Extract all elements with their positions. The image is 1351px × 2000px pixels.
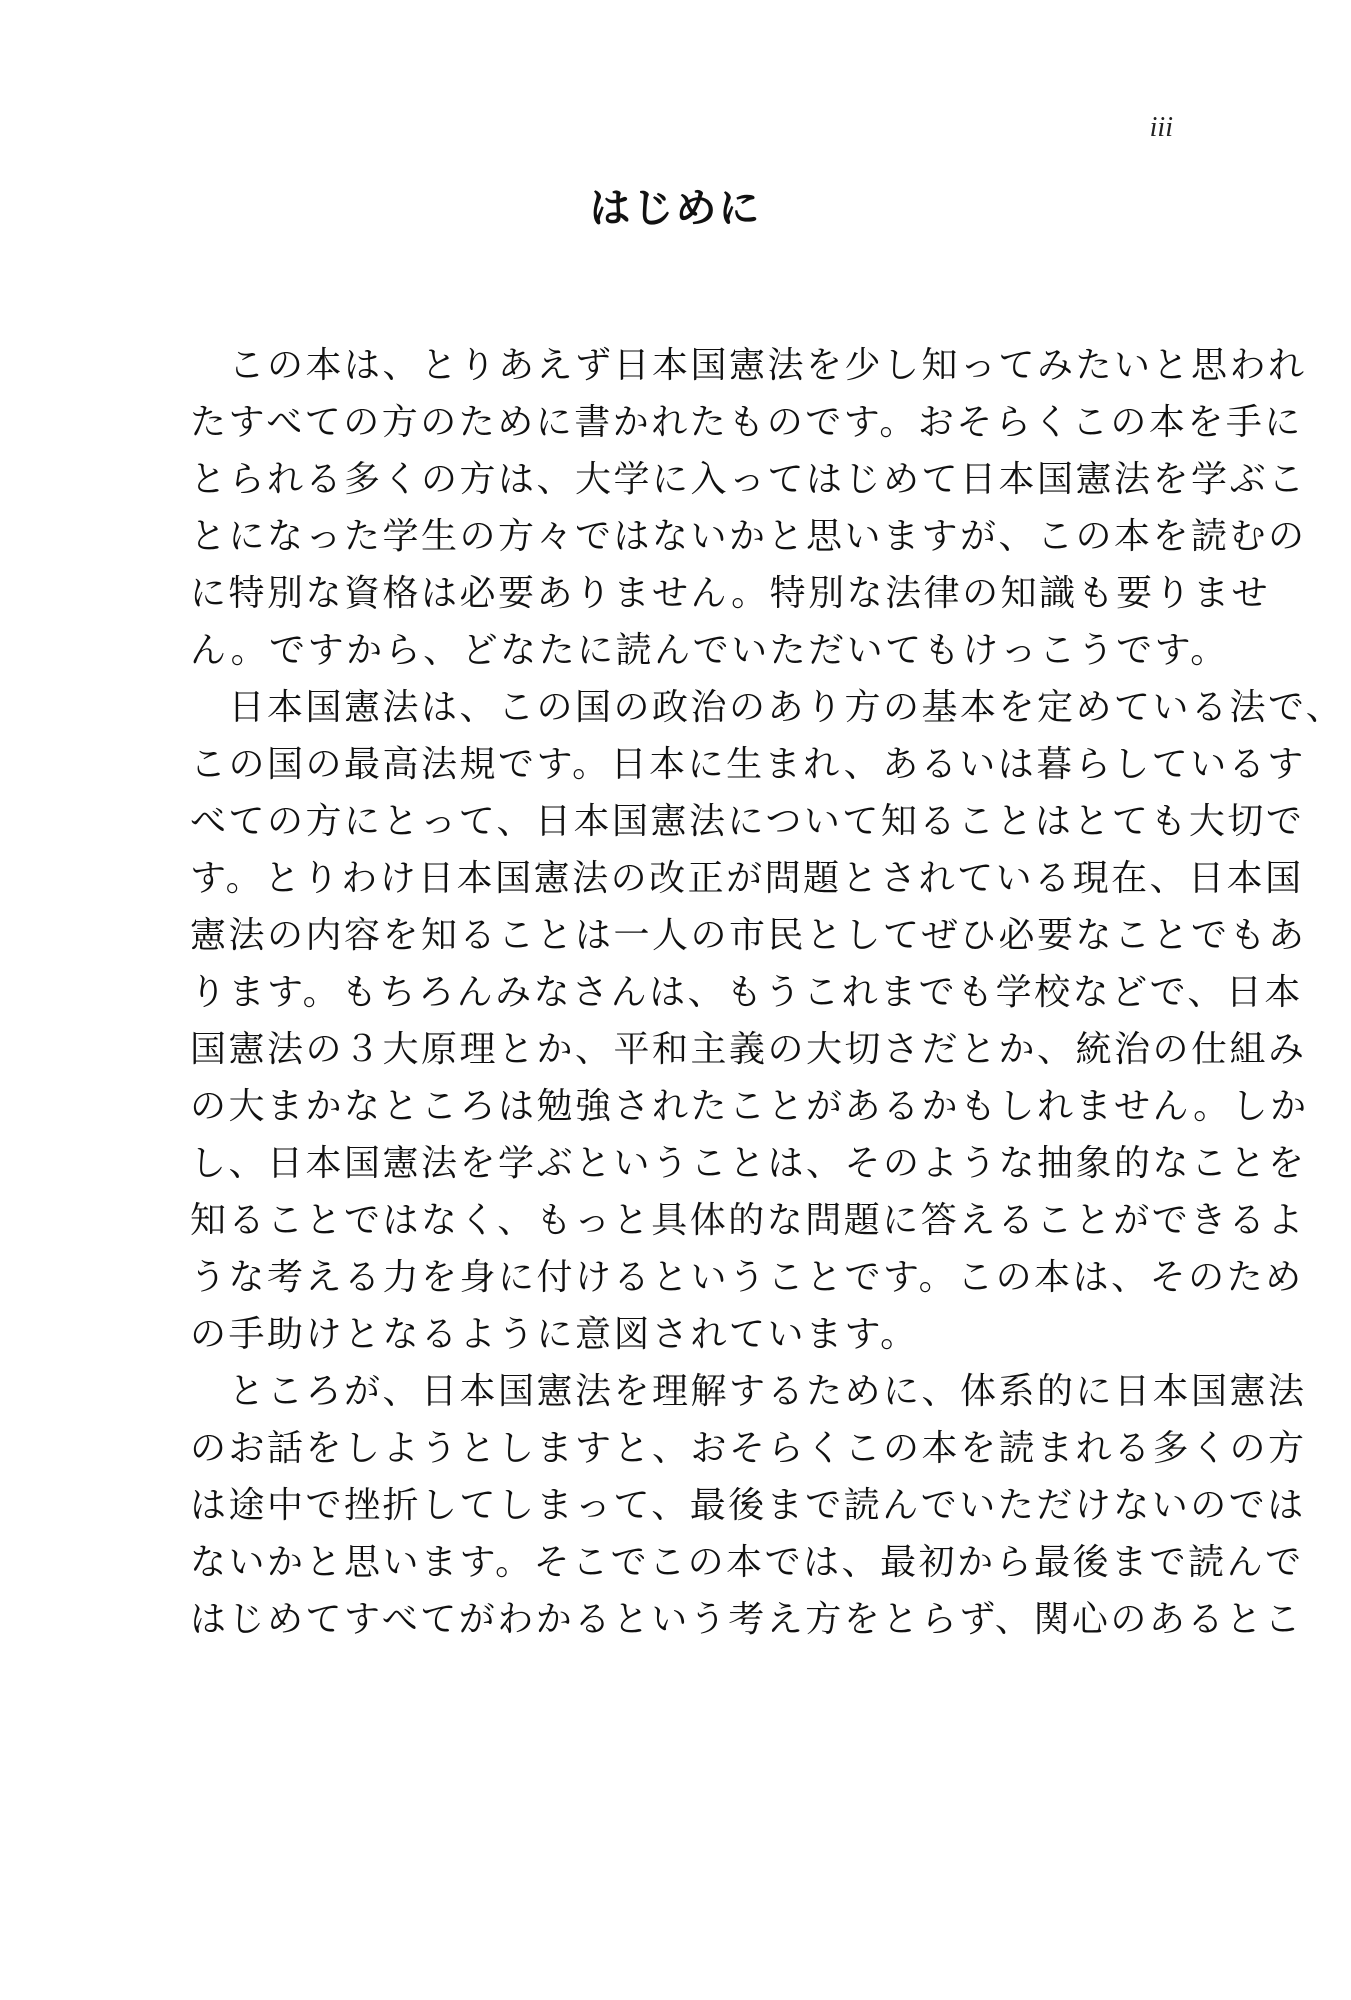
body-text	[190, 337, 1345, 1648]
text-line: ります。もちろんみなさんは、もうこれまでも学校などで、日本	[190, 972, 1303, 1013]
text-line: 憲法の内容を知ることは一人の市民としてぜひ必要なことでもあ	[190, 915, 1307, 956]
text-line: とになった学生の方々ではないかと思いますが、この本を読むの	[190, 516, 1307, 557]
text-line: 知ることではなく、もっと具体的な問題に答えることができるよ	[190, 1200, 1306, 1241]
text-line: ところが、日本国憲法を理解するために、体系的に日本国憲法	[190, 1371, 1307, 1412]
text-line: ないかと思います。そこでこの本では、最初から最後まで読んで	[190, 1542, 1304, 1583]
text-line: ん。ですから、どなたに読んでいただいてもけっこうです。	[190, 630, 1229, 671]
text-line: し、日本国憲法を学ぶということは、そのような抽象的なことを	[190, 1143, 1307, 1184]
text-line: の大まかなところは勉強されたことがあるかもしれません。しか	[190, 1086, 1309, 1127]
page-number: iii	[1149, 112, 1173, 143]
text-line: は途中で挫折してしまって、最後まで読んでいただけないのでは	[190, 1485, 1306, 1526]
text-line: この本は、とりあえず日本国憲法を少し知ってみたいと思われ	[190, 345, 1307, 386]
text-line: のお話をしようとしますと、おそらくこの本を読まれる多くの方	[190, 1428, 1307, 1469]
text-line: たすべての方のために書かれたものです。おそらくこの本を手に	[190, 402, 1303, 443]
text-line: とられる多くの方は、大学に入ってはじめて日本国憲法を学ぶこ	[190, 459, 1307, 500]
page-title: はじめに	[589, 184, 762, 232]
text-line: はじめてすべてがわかるという考え方をとらず、関心のあるとこ	[190, 1599, 1303, 1640]
text-line: べての方にとって、日本国憲法について知ることはとても大切で	[190, 801, 1305, 842]
text-line: うな考える力を身に付けるということです。この本は、そのため	[190, 1257, 1304, 1298]
text-line: この国の最高法規です。日本に生まれ、あるいは暮らしているす	[190, 744, 1306, 785]
text-line: 日本国憲法は、この国の政治のあり方の基本を定めている法で、	[190, 687, 1345, 728]
text-line: す。とりわけ日本国憲法の改正が問題とされている現在、日本国	[190, 858, 1304, 899]
text-line: の手助けとなるように意図されています。	[190, 1314, 919, 1355]
text-line: 国憲法の３大原理とか、平和主義の大切さだとか、統治の仕組み	[190, 1029, 1307, 1070]
text-line: に特別な資格は必要ありません。特別な法律の知識も要りませ	[190, 573, 1271, 614]
